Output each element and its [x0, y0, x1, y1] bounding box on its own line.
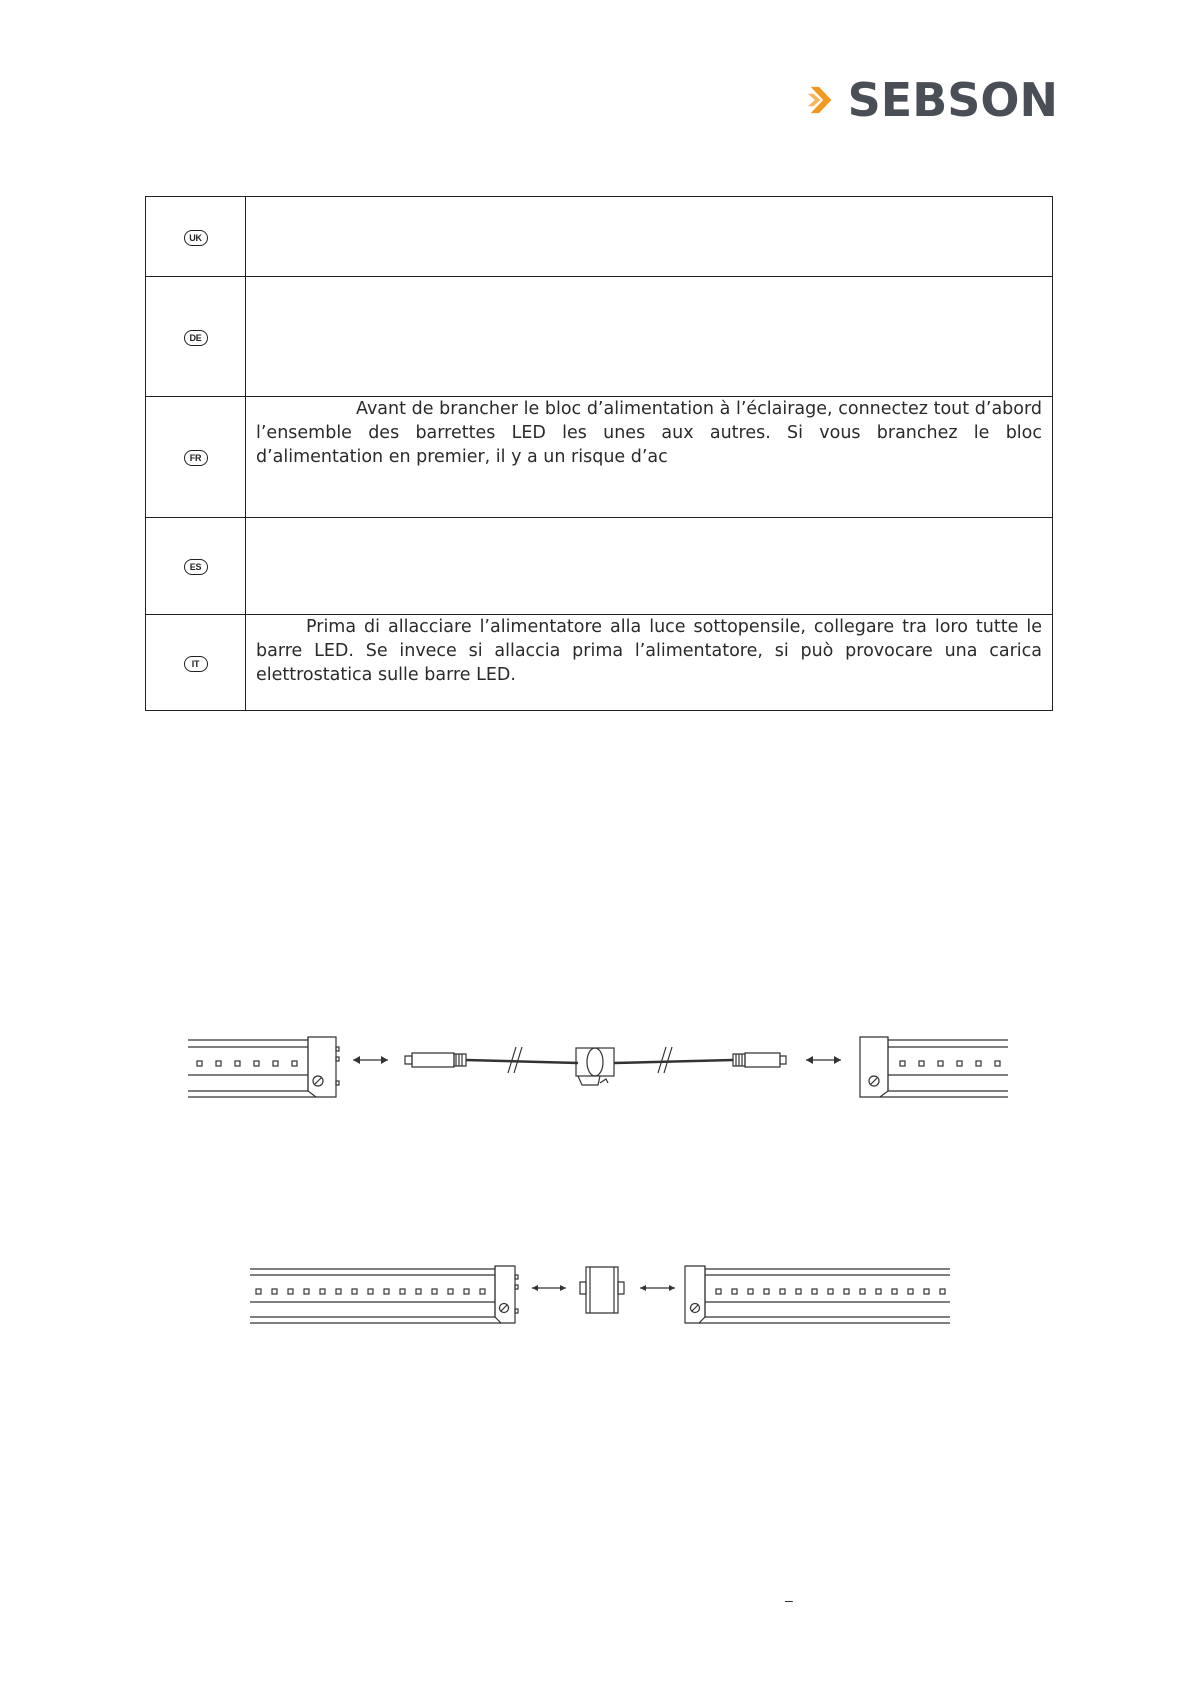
page-number: – [785, 1592, 793, 1608]
lang-text-it: Prima di allacciare l’alimentatore alla luce sottopensile, collegare tra loro tutte le barre LED. Se invece si allaccia prima l’alimentatore, si può provocare una carica elettrostatica sulle barre LED. [256, 617, 1042, 685]
lang-row-de [146, 277, 1053, 397]
lang-row-uk [146, 197, 1053, 277]
led-bar-right [860, 1037, 1008, 1097]
it-flag-icon: IT [184, 656, 208, 672]
lang-text-es [246, 518, 1053, 615]
brand-name: SEBSON [847, 73, 1058, 127]
lang-row-it [146, 615, 1053, 711]
uk-flag-icon: UK [184, 230, 208, 246]
lang-text-fr: Avant de brancher le bloc d’alimentation à l’éclairage, connectez tout d’abord l’ensemble des barrettes LED les unes aux autres. Si vous branchez le bloc d’alimentation en premier, il y a un risque d’ac [256, 399, 1042, 467]
fr-flag-icon: FR [184, 450, 208, 466]
lang-row-es [146, 518, 1053, 615]
brand-logo [808, 74, 1058, 126]
cable-connection-diagram [188, 1035, 1008, 1105]
direct-connector-diagram [250, 1265, 950, 1325]
lang-text-de [246, 277, 1053, 397]
led-bar-left [188, 1037, 339, 1097]
language-table [145, 196, 1053, 711]
brand-chevron-icon [808, 77, 840, 123]
de-flag-icon: DE [184, 330, 208, 346]
lang-text-uk [246, 197, 1053, 277]
es-flag-icon: ES [184, 559, 208, 575]
lang-row-fr [146, 397, 1053, 518]
